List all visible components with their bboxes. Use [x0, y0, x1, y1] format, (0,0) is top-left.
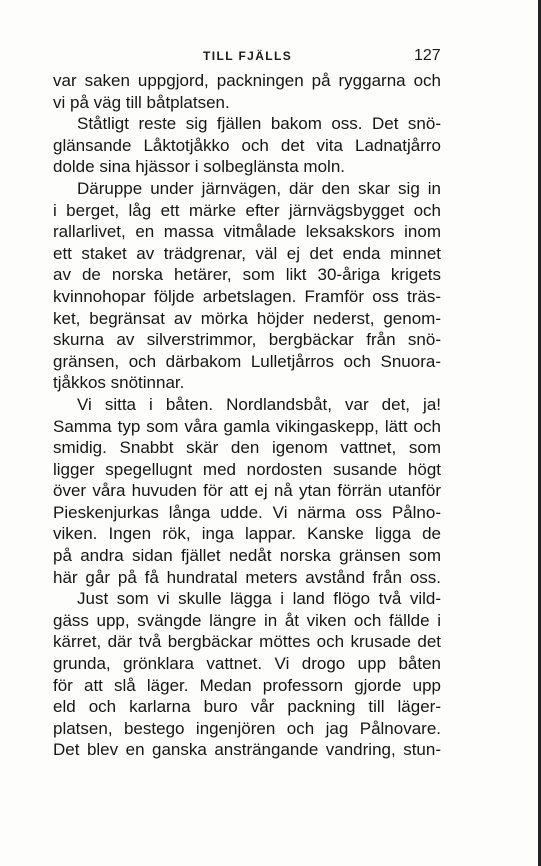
body-text — [53, 70, 441, 761]
text-line: Ståtligt reste sig fjällen bakom oss. Det snö- — [77, 114, 441, 134]
text-line: av de norska hetärer, som likt 30-åriga krigets — [53, 265, 441, 285]
text-line: i berget, låg ett märke efter järnvägsbygget och — [53, 200, 441, 220]
text-line: skurna av silverstrimmor, bergbäckar från snö- — [53, 330, 441, 350]
text-line: över våra huvuden för att ej nå ytan förrän utanför — [53, 481, 441, 501]
page-number: 127 — [414, 47, 441, 64]
text-line: för att slå läger. Medan professorn gjorde upp — [53, 675, 441, 695]
text-line: grunda, grönklara vattnet. Vi drogo upp båten — [53, 654, 441, 674]
text-line: ett staket av trädgrenar, väl ej det enda minnet — [53, 243, 441, 263]
text-line: Samma typ som våra gamla vikingaskepp, lätt och — [53, 416, 441, 436]
text-line: vi på väg till båtplatsen. — [53, 92, 230, 112]
text-line: platsen, bestego ingenjören och jag Pålnovare. — [53, 718, 441, 738]
text-line: Däruppe under järnvägen, där den skar sig in — [77, 178, 441, 198]
text-line: ligger spegellugnt med nordosten susande högt — [53, 459, 441, 479]
text-line: rallarlivet, en massa vitmålade leksakskors inom — [53, 222, 441, 242]
text-line: kärret, där två bergbäckar möttes och krusade det — [53, 632, 441, 652]
running-head: TILL FJÄLLS — [203, 49, 293, 63]
text-line: gäss upp, svängde längre in åt viken och fällde i — [53, 610, 441, 630]
text-line: eld och karlarna buro vår packning till läger- — [53, 697, 441, 717]
text-line: ket, begränsat av mörka höjder nederst, genom- — [53, 308, 441, 328]
text-line: Vi sitta i båten. Nordlandsbåt, var det, ja! — [77, 394, 441, 414]
text-line: här går på få hundratal meters avstånd från oss. — [53, 567, 441, 587]
text-line: tjåkkos snötinnar. — [53, 373, 185, 393]
text-line: på andra sidan fjället nedåt norska gränsen som — [53, 546, 441, 566]
text-line: Just som vi skulle lägga i land flögo två vild- — [77, 589, 441, 609]
text-line: dolde sina hjässor i solbeglänsta moln. — [53, 157, 346, 177]
text-line: viken. Ingen rök, inga lappar. Kanske ligga de — [53, 524, 441, 544]
text-line: kvinnohopar följde arbetslagen. Framför oss träs- — [53, 286, 441, 306]
text-line: glänsande Låktotjåkko och det vita Ladnatjårro — [53, 135, 441, 155]
text-line: gränsen, och därbakom Lulletjårros och Snuora- — [53, 351, 441, 371]
text-line: Pieskenjurkas långa udde. Vi närma oss Pålno- — [53, 502, 441, 522]
text-line: smidig. Snabbt skär den igenom vattnet, som — [53, 438, 441, 458]
text-line: Det blev en ganska ansträngande vandring, stun- — [53, 740, 441, 760]
text-line: var saken uppgjord, packningen på ryggarna och — [53, 71, 441, 90]
